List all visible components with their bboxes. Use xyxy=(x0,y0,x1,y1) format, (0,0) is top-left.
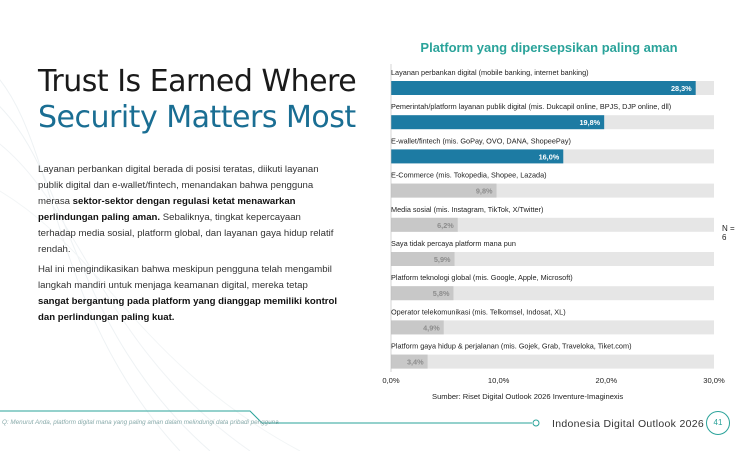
data-label: 4,9% xyxy=(423,323,440,333)
category-label: Layanan perbankan digital (mobile banking, internet banking) xyxy=(391,68,589,77)
paragraph-1-bold: sektor-sektor dengan regulasi ketat menawarkan perlindungan paling aman. xyxy=(38,196,296,223)
paragraph-1-text: Layanan perbankan digital berada di posisi teratas, diikuti layanan publik digital dan e-wallet/fintech, menandakan bahwa pengguna merasa xyxy=(38,164,319,207)
category-label: Platform teknologi global (mis. Google, Apple, Microsoft) xyxy=(391,273,573,283)
page-title-line1: Trust Is Earned Where xyxy=(38,64,357,99)
category-label: Operator telekomunikasi (mis. Telkomsel, Indosat, XL) xyxy=(391,307,566,317)
bar xyxy=(391,81,696,95)
paragraph-1-text-end: Sebaliknya, tingkat kepercayaan terhadap media sosial, platform global, dan layanan gaya hidup relatif rendah. xyxy=(38,212,334,255)
page-title-line2: Security Matters Most xyxy=(38,100,356,135)
category-label: E-Commerce (mis. Tokopedia, Shopee, Lazada) xyxy=(391,170,547,180)
paragraph-2-text: Hal ini mengindikasikan bahwa meskipun pengguna telah mengambil langkah mandiri untuk menjaga keamanan digital, mereka tetap xyxy=(38,264,332,291)
data-label: 16,0% xyxy=(538,152,560,162)
data-label: 6,2% xyxy=(437,220,454,230)
footer-title: Indonesia Digital Outlook 2026 xyxy=(552,418,705,430)
source-note: Sumber: Riset Digital Outlook 2026 Inventure-Imaginexis xyxy=(432,392,624,401)
category-label: E-wallet/fintech (mis. GoPay, OVO, DANA, ShopeePay) xyxy=(391,136,571,146)
bar xyxy=(391,115,604,129)
category-label: Saya tidak percaya platform mana pun xyxy=(391,239,516,248)
paragraph-2-bold: sangat bergantung pada platform yang dianggap memiliki kontrol dan perlindungan paling kuat. xyxy=(38,296,338,323)
data-label: 3,4% xyxy=(406,357,424,367)
data-label: 9,8% xyxy=(475,186,493,196)
x-tick-label: 20,0% xyxy=(595,376,618,385)
data-label: 5,8% xyxy=(432,289,450,299)
category-label: Pemerintah/platform layanan publik digital (mis. Dukcapil online, BPJS, DJP online, dll) xyxy=(391,102,672,112)
sample-size-label: N = 6 xyxy=(722,224,735,242)
chart-title: Platform yang dipersepsikan paling aman xyxy=(420,40,678,55)
category-label: Platform gaya hidup & perjalanan (mis. Gojek, Grab, Traveloka, Tiket.com) xyxy=(391,341,632,351)
data-label: 5,9% xyxy=(433,255,451,264)
page-number: 41 xyxy=(706,411,730,435)
x-tick-label: 10,0% xyxy=(487,376,510,385)
bar xyxy=(391,149,563,163)
footnote: Q: Menurut Anda, platform digital mana yang paling aman dalam melindungi data pribadi pengguna xyxy=(2,419,279,426)
data-label: 28,3% xyxy=(670,84,692,93)
bar-track xyxy=(391,355,714,369)
x-tick-label: 0,0% xyxy=(382,376,400,385)
data-label: 19,8% xyxy=(579,118,601,128)
x-tick-label: 30,0% xyxy=(703,376,725,385)
category-label: Media sosial (mis. Instagram, TikTok, X/Twitter) xyxy=(391,204,544,214)
